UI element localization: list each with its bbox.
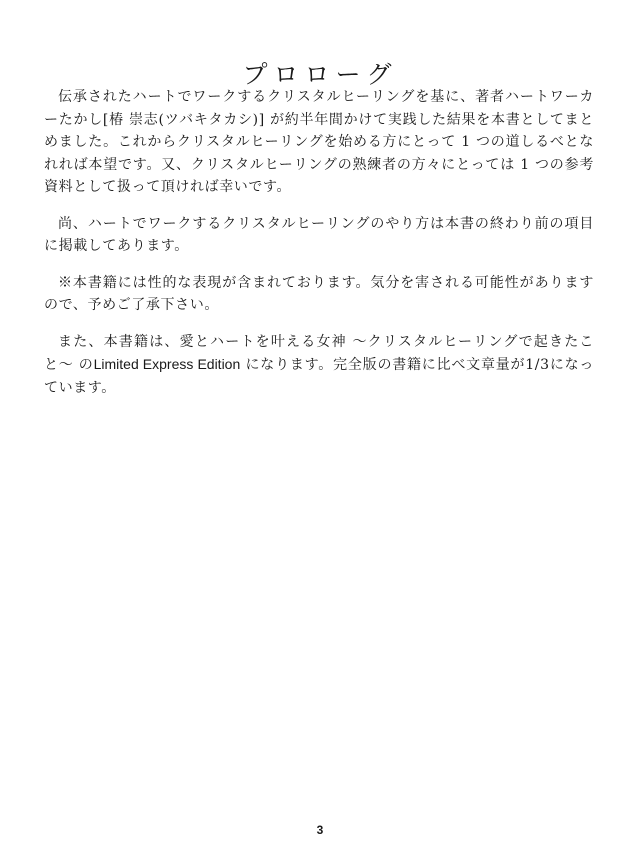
- paragraph-edition-note: [44, 331, 594, 400]
- page-title: プロローグ: [242, 59, 398, 89]
- body-text: [44, 86, 594, 413]
- paragraph-content-warning: ※本書籍には性的な表現が含まれております。気分を害される可能性がありますので、予めご了承下さい。: [44, 274, 594, 313]
- page-number: 3: [316, 823, 324, 837]
- paragraph-method-note: 尚、ハートでワークするクリスタルヒーリングのやり方は本書の終わり前の項目に掲載してあります。: [44, 215, 594, 254]
- paragraph-intro: 伝承されたハートでワークするクリスタルヒーリングを基に、著者ハートワーカーたかし[椿 崇志(ツバキタカシ)] が約半年間かけて実践した結果を本書としてまとめました。これからクリスタルヒーリングを始める方にとって 1 つの道しるべとなれれば本望です。又、クリスタルヒーリングの熟練者の方々にとっては 1 つの参考資料として扱って頂ければ幸いです。: [44, 89, 594, 195]
- edition-name: Limited Express Edition: [93, 356, 241, 372]
- edition-note-text-2: になります。完全版の書籍に比べ文章量が1/3になっています。: [44, 357, 594, 396]
- edition-note-text: また、本書籍は、愛とハートを叶える女神 〜クリスタルヒーリングで起きたこと〜 の: [44, 333, 594, 373]
